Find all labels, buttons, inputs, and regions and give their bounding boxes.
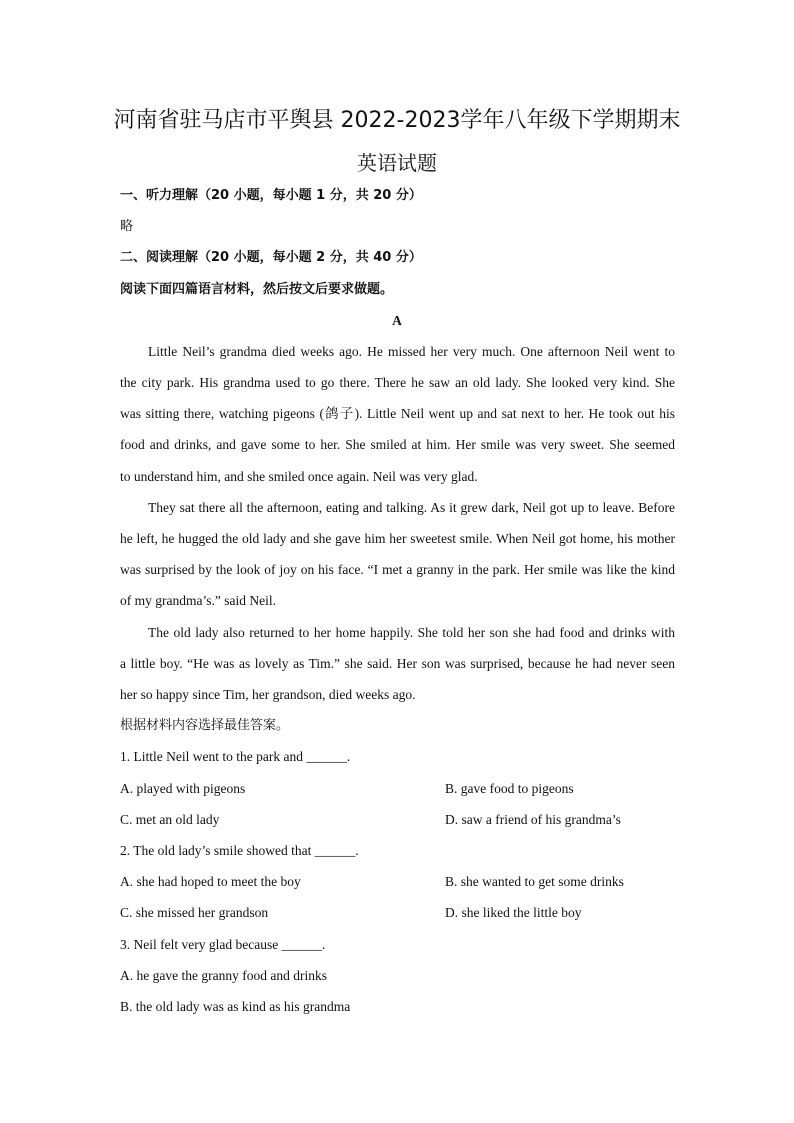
q3-option-a: A. he gave the granny food and drinks	[120, 968, 327, 983]
question-2-stem: 2. The old lady’s smile showed that ______.	[120, 843, 359, 858]
passage-line: her so happy since Tim, her grandson, died weeks ago.	[120, 687, 416, 702]
section2-instruction: 阅读下面四篇语言材料，然后按文后要求做题。	[120, 282, 394, 297]
question-3-stem: 3. Neil felt very glad because ______.	[120, 937, 326, 952]
passage-line: The old lady also returned to her home happily. She told her son she had food and drinks with	[148, 625, 675, 640]
passage-line: was surprised by the look of joy on his face. “I met a granny in the park. Her smile was like the kind	[120, 562, 675, 577]
passage-line: food and drinks, and gave some to her. She smiled at him. Her smile was very sweet. She seemed	[120, 437, 675, 452]
section1-note: 略	[120, 219, 134, 234]
q1-option-d: D. saw a friend of his grandma’s	[445, 812, 621, 827]
q2-option-b: B. she wanted to get some drinks	[445, 874, 624, 889]
q2-option-d: D. she liked the little boy	[445, 905, 582, 920]
section1-heading: 一、听力理解（20 小题，每小题 1 分，共 20 分）	[120, 188, 422, 203]
question-1-stem: 1. Little Neil went to the park and ______.	[120, 749, 351, 764]
q1-option-c: C. met an old lady	[120, 812, 220, 827]
q1-option-b: B. gave food to pigeons	[445, 781, 574, 796]
passage-line: a little boy. “He was as lovely as Tim.” she said. Her son was surprised, because he had never seen	[120, 656, 675, 671]
passage-label: A	[392, 313, 402, 328]
q1-option-a: A. played with pigeons	[120, 781, 246, 796]
q2-option-c: C. she missed her grandson	[120, 905, 269, 920]
questions-instruction: 根据材料内容选择最佳答案。	[120, 718, 290, 733]
q3-option-b: B. the old lady was as kind as his grandma	[120, 999, 351, 1014]
q2-option-a: A. she had hoped to meet the boy	[120, 874, 301, 889]
passage-line: he left, he hugged the old lady and she gave him her sweetest smile. When Neil got home, his mother	[120, 531, 675, 546]
passage-line: the city park. His grandma used to go there. There he saw an old lady. She looked very kind. She	[120, 375, 675, 390]
passage-line: Little Neil’s grandma died weeks ago. He missed her very much. One afternoon Neil went to	[148, 344, 675, 359]
passage-line: was sitting there, watching pigeons (鸽子). Little Neil went up and sat next to her. He took out his	[120, 406, 675, 421]
section2-heading: 二、阅读理解（20 小题，每小题 2 分，共 40 分）	[120, 250, 422, 265]
page-title: 河南省驻马店市平舆县 2022-2023学年八年级下学期期末	[113, 108, 681, 133]
passage-line: of my grandma’s.” said Neil.	[120, 593, 276, 608]
passage-line: to understand him, and she smiled once again. Neil was very glad.	[120, 469, 478, 484]
page-subtitle: 英语试题	[357, 151, 437, 175]
passage-line: They sat there all the afternoon, eating and talking. As it grew dark, Neil got up to leave. Before	[148, 500, 675, 515]
